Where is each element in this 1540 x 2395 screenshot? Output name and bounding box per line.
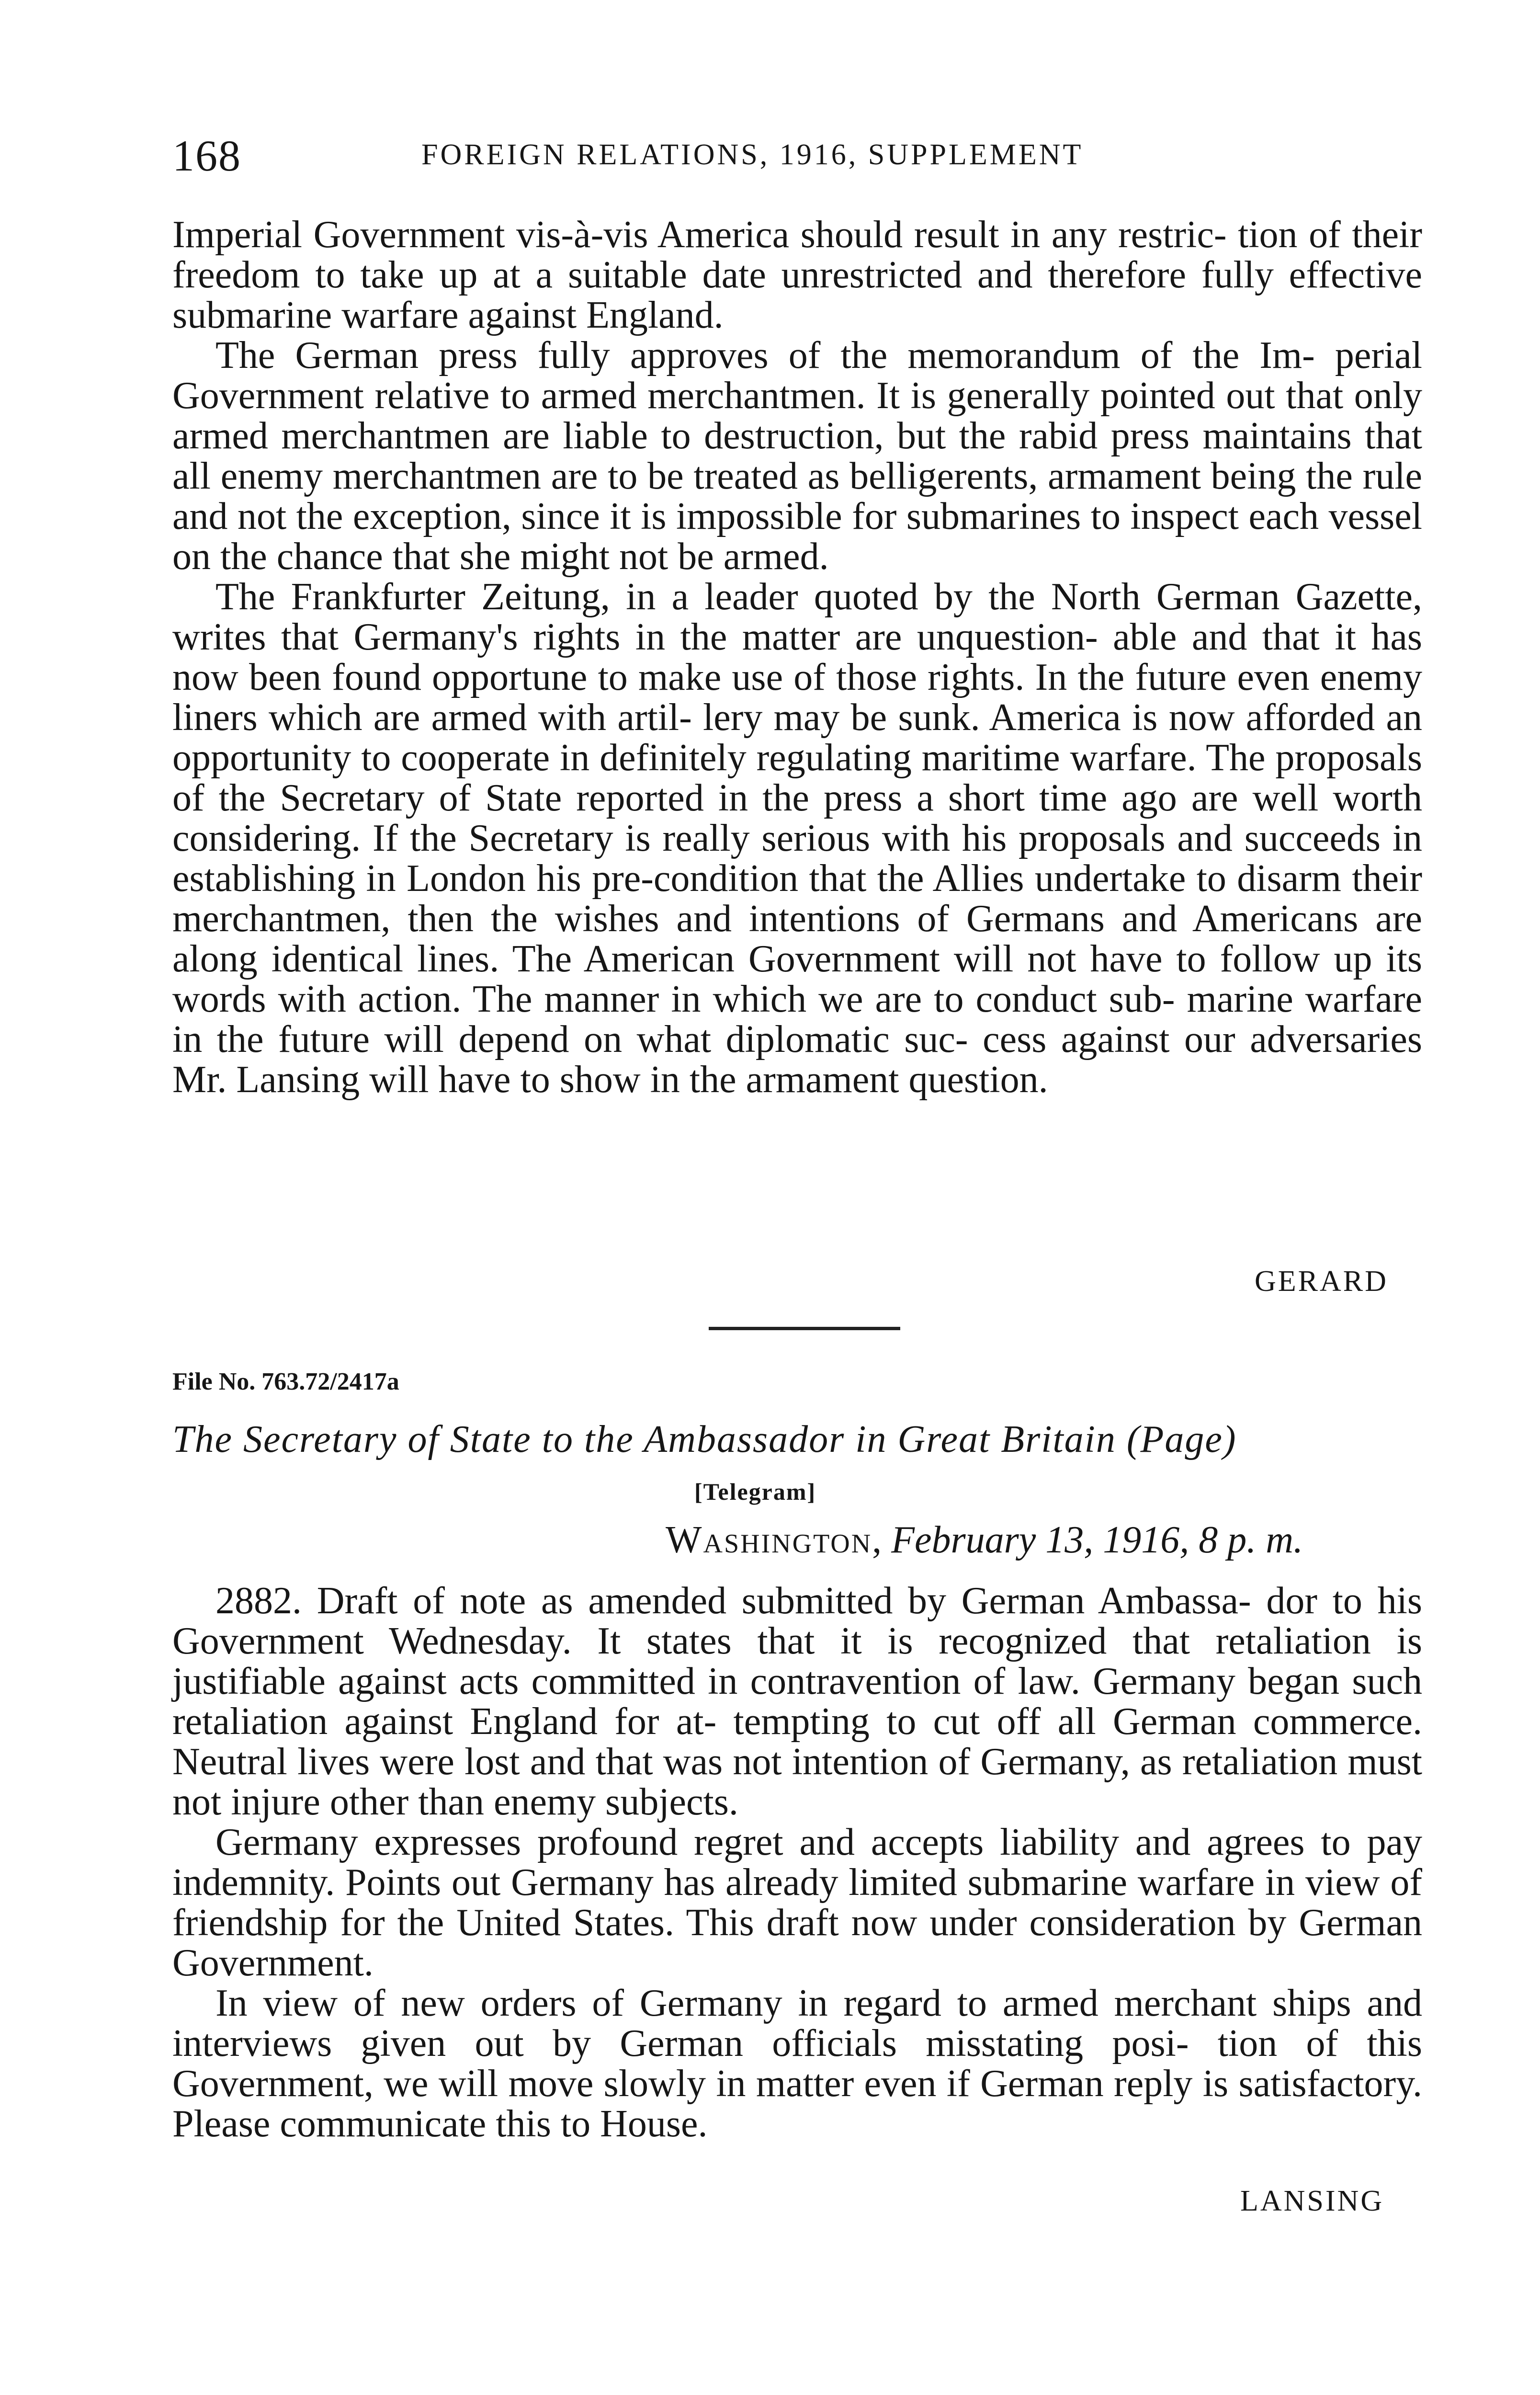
file-number: File No. 763.72/2417a <box>172 1368 399 1395</box>
signature-gerard: GERARD <box>1255 1265 1388 1298</box>
page-number: 168 <box>172 131 241 180</box>
page-header <box>172 130 1422 183</box>
gerard-report-text <box>172 215 1422 1100</box>
paragraph-4: 2882. Draft of note as amended submitted by German Ambassa- dor to his Government Wednesday. It states that it is recognized that retaliation is justifiable against acts committed in contravention of law. Germany began such retaliation against England for at- tempting to cut off all German commerce. Neutral lives were lost and that was not intention of Germany, as retaliation must not injure other than enemy subjects. <box>172 1580 1422 1823</box>
lansing-telegram-text <box>172 1581 1422 2144</box>
paragraph-1: Imperial Government vis-à-vis America should result in any restric- tion of their freedom to take up at a suitable date unrestricted and therefore fully effective submarine warfare against England. <box>172 214 1422 336</box>
dateline: Washington, February 13, 1916, 8 p. m. <box>666 1519 1303 1561</box>
dateline-place: Washington <box>666 1519 872 1561</box>
telegram-label: [Telegram] <box>694 1478 816 1505</box>
document-title: The Secretary of State to the Ambassador in Great Britain (Page) <box>172 1418 1237 1460</box>
section-divider <box>709 1327 900 1330</box>
running-title: FOREIGN RELATIONS, 1916, SUPPLEMENT <box>421 138 1084 171</box>
paragraph-2: The German press fully approves of the memorandum of the Im- perial Government relative to armed merchantmen. It is generally pointed out that only armed merchantmen are liable to destruction, but the rabid press maintains that all enemy merchantmen are to be treated as belligerents, armament being the rule and not the exception, since it is impossible for submarines to inspect each vessel on the chance that she might not be armed. <box>172 334 1422 578</box>
dateline-date: February 13, 1916, 8 p. m. <box>891 1519 1303 1561</box>
paragraph-5: Germany expresses profound regret and accepts liability and agrees to pay indemnity. Points out Germany has already limited submarine warfare in view of friendship for the United States. This draft now under consideration by German Government. <box>172 1821 1422 1984</box>
signature-lansing: LANSING <box>1240 2185 1384 2217</box>
paragraph-3: The Frankfurter Zeitung, in a leader quoted by the North German Gazette, writes that Germany's rights in the matter are unquestion- able and that it has now been found opportune to make use of those rights. In the future even enemy liners which are armed with artil- lery may be sunk. America is now afforded an opportunity to cooperate in definitely regulating maritime warfare. The proposals of the Secretary of State reported in the press a short time ago are well worth considering. If the Secretary is really serious with his proposals and succeeds in establishing in London his pre-condition that the Allies undertake to disarm their merchantmen, then the wishes and intentions of Germans and Americans are along identical lines. The American Government will not have to follow up its words with action. The manner in which we are to conduct sub- marine warfare in the future will depend on what diplomatic suc- cess against our adversaries Mr. Lansing will have to show in the armament question. <box>172 576 1422 1101</box>
paragraph-6: In view of new orders of Germany in regard to armed merchant ships and interviews given out by German officials misstating posi- tion of this Government, we will move slowly in matter even if German reply is satisfactory. Please communicate this to House. <box>172 1982 1422 2145</box>
